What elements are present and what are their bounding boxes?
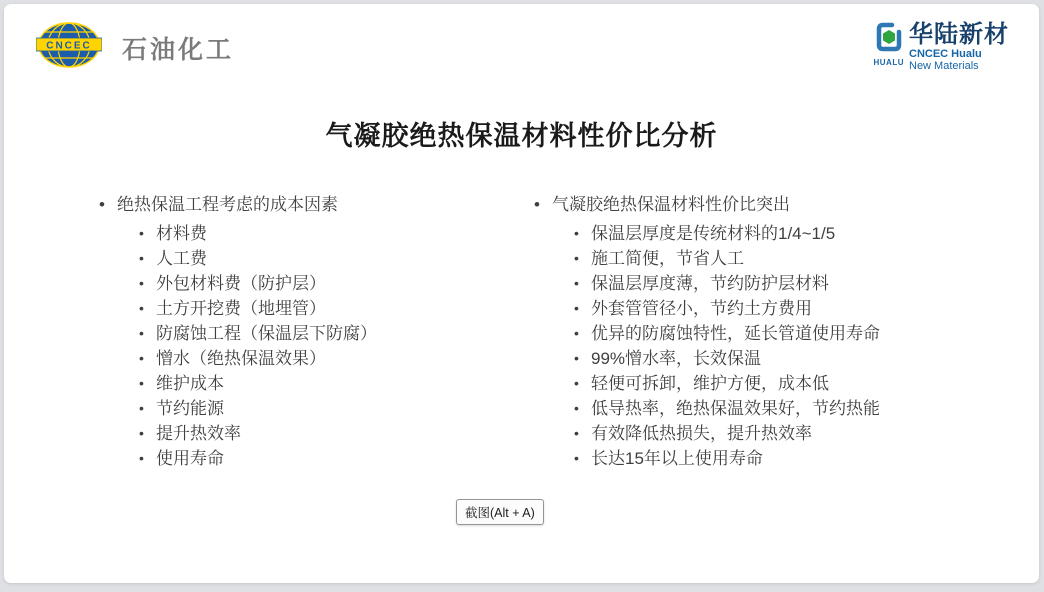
list-item: • 长达15年以上使用寿命 xyxy=(574,446,1004,471)
list-item: • 憎水（绝热保温效果） xyxy=(139,346,519,371)
slide-canvas xyxy=(4,4,1039,583)
hualu-bracket-icon xyxy=(876,22,902,57)
list-item: • 土方开挖费（地埋管） xyxy=(139,296,519,321)
list-heading: • 气凝胶绝热保温材料性价比突出 xyxy=(534,192,1004,217)
hualu-name-en-line1: CNCEC Hualu xyxy=(909,48,982,60)
list-item: • 保温层厚度薄，节约防护层材料 xyxy=(574,271,1004,296)
list-item: • 使用寿命 xyxy=(139,446,519,471)
list-item: • 材料费 xyxy=(139,221,519,246)
advantages-items xyxy=(574,221,1004,471)
list-item: • 提升热效率 xyxy=(139,421,519,446)
advantages-list xyxy=(534,192,1004,471)
list-item: • 人工费 xyxy=(139,246,519,271)
list-item: • 保温层厚度是传统材料的1/4~1/5 xyxy=(574,221,1004,246)
hualu-name-cn: 华陆新材 xyxy=(909,21,1009,48)
list-item: • 施工简便，节省人工 xyxy=(574,246,1004,271)
cncec-brand-text: 石油化工 xyxy=(122,35,235,64)
page-title: 气凝胶绝热保温材料性价比分析 xyxy=(325,121,718,151)
list-item: • 维护成本 xyxy=(139,371,519,396)
cncec-logo-block xyxy=(36,20,234,75)
cncec-globe-icon xyxy=(36,20,102,75)
svg-text:CNCEC: CNCEC xyxy=(46,40,92,52)
list-item: • 防腐蚀工程（保温层下防腐） xyxy=(139,321,519,346)
cost-factors-items xyxy=(139,221,519,471)
screenshot-button[interactable]: 截图(Alt + A) xyxy=(456,499,544,525)
list-heading: • 绝热保温工程考虑的成本因素 xyxy=(99,192,519,217)
list-item: • 外包材料费（防护层） xyxy=(139,271,519,296)
list-item: • 轻便可拆卸，维护方便，成本低 xyxy=(574,371,1004,396)
list-item: • 节约能源 xyxy=(139,396,519,421)
list-item: • 低导热率，绝热保温效果好，节约热能 xyxy=(574,396,1004,421)
hualu-name-en-line2: New Materials xyxy=(909,60,979,72)
list-item: • 99%憎水率，长效保温 xyxy=(574,346,1004,371)
hualu-icon-label: HUALU xyxy=(873,58,904,67)
list-item: • 外套管管径小，节约土方费用 xyxy=(574,296,1004,321)
cost-factors-list xyxy=(99,192,519,471)
list-item: • 有效降低热损失，提升热效率 xyxy=(574,421,1004,446)
list-item: • 优异的防腐蚀特性，延长管道使用寿命 xyxy=(574,321,1004,346)
hualu-logo-block xyxy=(874,22,1010,72)
